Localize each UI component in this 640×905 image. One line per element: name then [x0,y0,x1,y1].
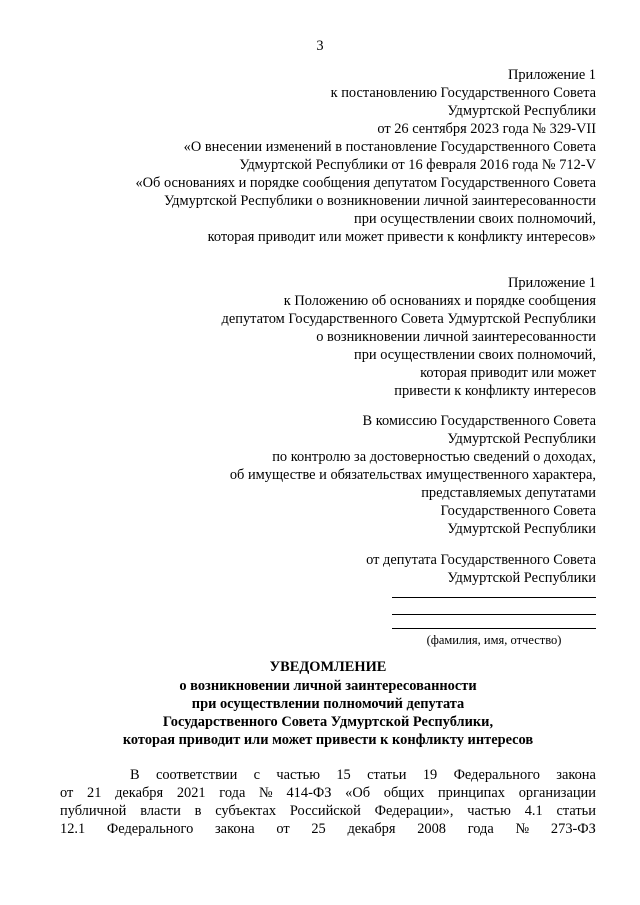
sender-line: от депутата Государственного Совета [366,552,596,568]
body-word: 4.1 [524,803,543,819]
body-word: 273-ФЗ [550,821,596,837]
appendix-line: Приложение 1 [507,275,596,291]
appendix-line: которая приводит или может привести к конфликту интересов» [207,229,596,245]
addressee-line: представляемых депутатами [421,485,596,501]
appendix-line: к Положению об основаниях и порядке сообщения [283,293,596,309]
body-line [60,784,596,802]
body-word: В [130,767,140,783]
body-word: субъектах [215,803,277,819]
body-word: «Об [345,785,371,801]
body-line [60,766,596,784]
body-word: принципах [437,785,505,801]
body-word: частью [276,767,320,783]
appendix-line: Приложение 1 [507,67,596,83]
body-word: декабря [347,821,396,837]
body-word: в [194,803,202,819]
addressee-line: об имуществе и обязательствах имущественного характера, [229,467,596,483]
notice-subtitle-line: о возникновении личной заинтересованности [179,678,477,694]
appendix-header-resolution [60,66,596,246]
body-word: 414-ФЗ [286,785,332,801]
appendix-line: «О внесении изменений в постановление Государственного Совета [183,139,596,155]
body-word: частью [467,803,511,819]
body-word: закона [215,821,255,837]
appendix-header-regulation [60,274,596,400]
body-word: статьи [367,767,407,783]
notice-subtitle-line: при осуществлении полномочий депутата [191,696,465,712]
body-word: 21 [87,785,102,801]
notice-heading: УВЕДОМЛЕНИЕ [269,659,387,675]
page-number: 3 [316,38,324,54]
appendix-line: Удмуртской Республики от 16 февраля 2016 года № 712-V [239,157,596,173]
body-word: 19 [422,767,438,783]
signature-caption: (фамилия, имя, отчество) [392,628,596,648]
appendix-line: Удмуртской Республики [447,103,596,119]
signature-lines [392,597,596,631]
body-word: соответствии [155,767,238,783]
body-word: 2008 [417,821,446,837]
body-word: 2021 [176,785,206,801]
sender-block [60,551,596,587]
body-word: № [515,821,530,837]
addressee-line: Государственного Совета [440,503,596,519]
addressee-line: Удмуртской Республики [447,431,596,447]
body-word: Федерации», [374,803,454,819]
notice-subtitle-line: Государственного Совета Удмуртской Республики, [162,714,494,730]
notice-body [60,766,596,838]
addressee-line: Удмуртской Республики [447,521,596,537]
body-word: 15 [336,767,351,783]
sender-line: Удмуртской Республики [447,570,596,586]
body-word: статьи [556,803,596,819]
appendix-line: к постановлению Государственного Совета [330,85,596,101]
appendix-line: о возникновении личной заинтересованности [316,329,596,345]
signature-blank-line [392,597,596,598]
body-word: с [253,767,261,783]
appendix-line: депутатом Государственного Совета Удмуртской Республики [221,311,596,327]
notice-subtitle-line: которая приводит или может привести к конфликту интересов [122,732,534,748]
body-word: закона [556,767,596,783]
body-word: 12.1 [60,821,86,837]
body-word: от [276,821,290,837]
body-word: Российской [289,803,361,819]
body-word: 25 [311,821,326,837]
appendix-line: Удмуртской Республики о возникновении личной заинтересованности [164,193,596,209]
body-word: декабря [115,785,164,801]
signature-blank-line [392,614,596,615]
body-line [60,802,596,820]
appendix-line: при осуществлении своих полномочий, [354,211,596,227]
notice-title [60,658,596,749]
appendix-line: которая приводит или может [420,365,596,381]
body-word: общих [383,785,425,801]
addressee-line: по контролю за достоверностью сведений о доходах, [272,449,596,465]
body-line [60,820,596,838]
body-word: года [467,821,494,837]
addressee-line: В комиссию Государственного Совета [362,413,596,429]
body-word: № [259,785,273,801]
body-word: года [219,785,246,801]
appendix-line: при осуществлении своих полномочий, [354,347,596,363]
body-word: власти [140,803,181,819]
appendix-line: привести к конфликту интересов [394,383,596,399]
addressee-block [60,412,596,538]
body-word: организации [518,785,596,801]
body-word: Федерального [453,767,540,783]
body-word: Федерального [106,821,194,837]
body-word: от [60,785,74,801]
appendix-line: «Об основаниях и порядке сообщения депутатом Государственного Совета [135,175,596,191]
body-word: публичной [60,803,127,819]
appendix-line: от 26 сентября 2023 года № 329-VII [377,121,596,137]
